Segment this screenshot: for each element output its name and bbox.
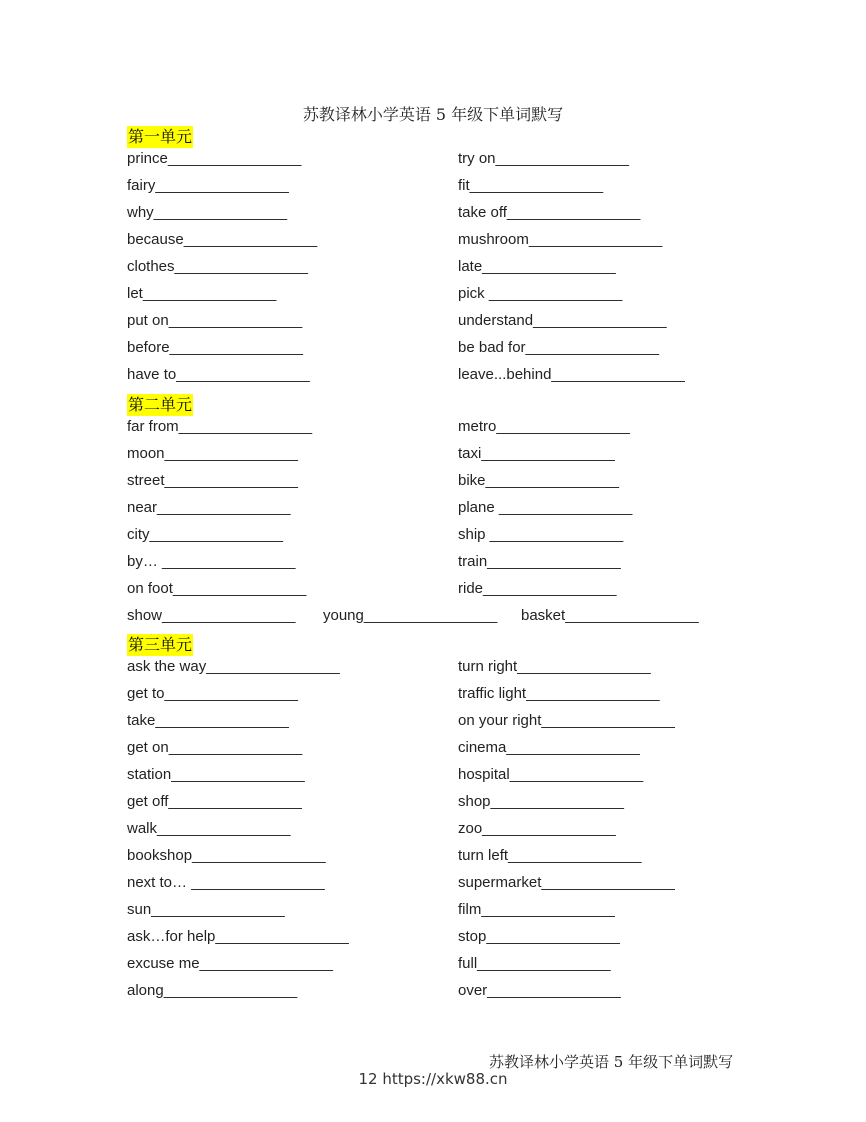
- vocab-item: street________________: [127, 472, 298, 489]
- vocab-item: bookshop________________: [127, 847, 326, 864]
- vocab-item: next to… ________________: [127, 874, 325, 891]
- vocab-item: put on________________: [127, 312, 303, 329]
- page-title: 苏教译林小学英语 5 年级下单词默写: [302, 105, 564, 124]
- vocab-item: traffic light________________: [458, 685, 660, 702]
- vocab-item: get off________________: [127, 793, 302, 810]
- vocab-item: pick ________________: [458, 285, 623, 302]
- unit-heading: 第一单元: [128, 127, 193, 146]
- vocab-item: shop________________: [458, 793, 625, 810]
- vocab-item: let________________: [127, 285, 277, 302]
- vocab-item: taxi________________: [458, 445, 615, 462]
- vocab-item: turn left________________: [458, 847, 642, 864]
- vocab-item: get to________________: [127, 685, 299, 702]
- footer-title: 苏教译林小学英语 5 年级下单词默写: [489, 1053, 734, 1071]
- vocab-item: understand________________: [458, 312, 667, 329]
- vocab-item: before________________: [127, 339, 304, 356]
- vocab-item: walk________________: [127, 820, 291, 837]
- vocab-item: ask…for help________________: [127, 928, 349, 945]
- vocab-item: by… ________________: [127, 553, 296, 570]
- footer-page-url: 12 https://xkw88.cn: [358, 1070, 508, 1088]
- vocab-item: station________________: [127, 766, 305, 783]
- vocab-item: basket________________: [521, 607, 699, 624]
- vocab-item: hospital________________: [458, 766, 644, 783]
- vocab-item: ride________________: [458, 580, 617, 597]
- vocab-item: mushroom________________: [458, 231, 663, 248]
- vocab-item: ship ________________: [458, 526, 624, 543]
- vocab-item: along________________: [127, 982, 298, 999]
- vocab-item: zoo________________: [458, 820, 616, 837]
- vocab-item: why________________: [127, 204, 288, 221]
- vocab-item: train________________: [458, 553, 621, 570]
- vocab-item: on your right________________: [458, 712, 675, 729]
- vocab-item: late________________: [458, 258, 616, 275]
- vocab-item: fit________________: [458, 177, 604, 194]
- vocab-item: take off________________: [458, 204, 641, 221]
- vocab-item: sun________________: [127, 901, 285, 918]
- vocab-item: full________________: [458, 955, 611, 972]
- vocab-item: prince________________: [127, 150, 302, 167]
- vocab-item: metro________________: [458, 418, 630, 435]
- vocab-item: near________________: [127, 499, 291, 516]
- vocab-item: get on________________: [127, 739, 303, 756]
- vocab-item: on foot________________: [127, 580, 307, 597]
- vocab-item: moon________________: [127, 445, 298, 462]
- vocab-item: try on________________: [458, 150, 629, 167]
- vocab-item: have to________________: [127, 366, 310, 383]
- vocab-item: far from________________: [127, 418, 313, 435]
- vocab-item: young________________: [323, 607, 498, 624]
- vocab-item: ask the way________________: [127, 658, 340, 675]
- vocab-item: excuse me________________: [127, 955, 334, 972]
- vocab-item: supermarket________________: [458, 874, 675, 891]
- vocab-item: bike________________: [458, 472, 619, 489]
- vocab-item: be bad for________________: [458, 339, 660, 356]
- vocab-item: because________________: [127, 231, 318, 248]
- vocab-item: turn right________________: [458, 658, 651, 675]
- vocab-item: stop________________: [458, 928, 620, 945]
- vocab-item: city________________: [127, 526, 283, 543]
- vocab-item: show________________: [127, 607, 296, 624]
- unit-heading: 第三单元: [128, 635, 193, 654]
- vocab-item: fairy________________: [127, 177, 289, 194]
- vocab-item: plane ________________: [458, 499, 633, 516]
- vocab-item: leave...behind________________: [458, 366, 685, 383]
- vocab-item: film________________: [458, 901, 615, 918]
- unit-heading: 第二单元: [128, 395, 193, 414]
- vocab-item: take________________: [127, 712, 289, 729]
- vocab-item: clothes________________: [127, 258, 309, 275]
- vocab-item: over________________: [458, 982, 621, 999]
- vocab-item: cinema________________: [458, 739, 640, 756]
